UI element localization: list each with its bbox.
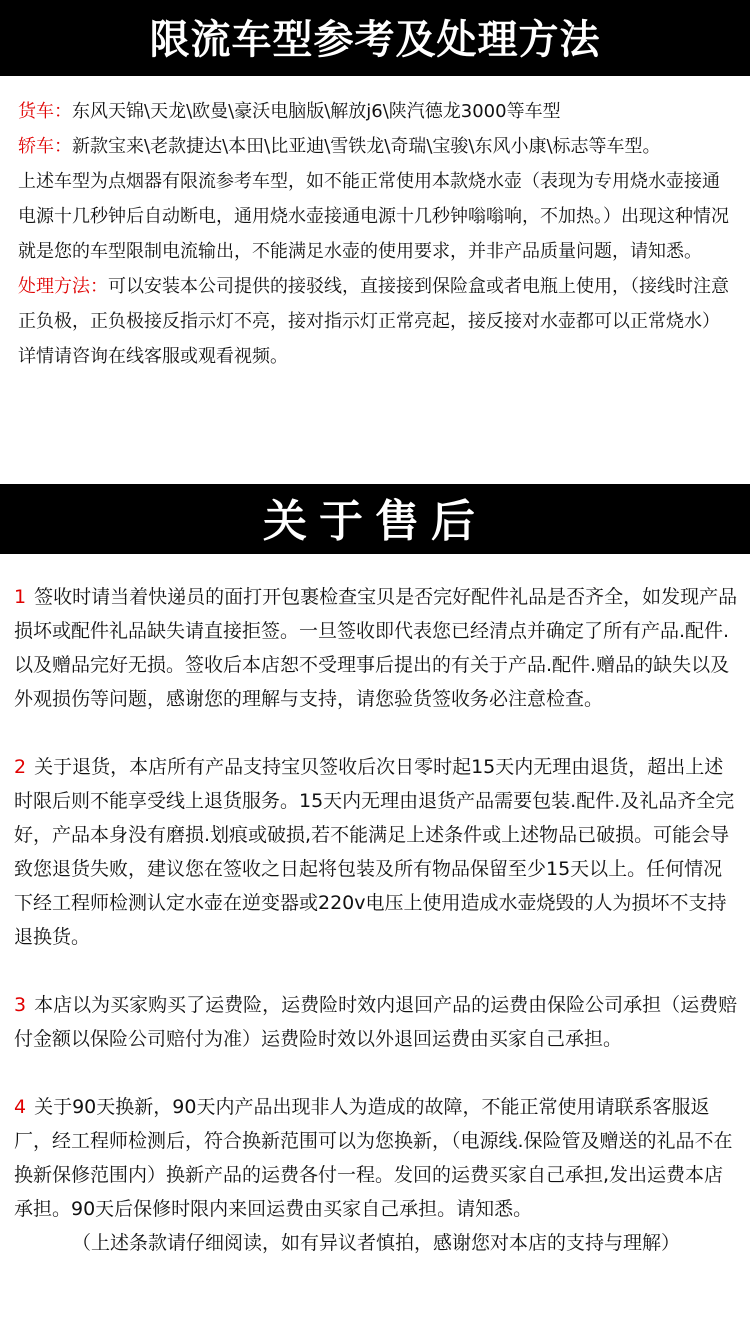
method-text: 可以安装本公司提供的接驳线，直接接到保险盒或者电瓶上使用，（接线时注意正负极，正负极接反指示灯不亮，接对指示灯正常亮起，接反接对水壶都可以正常烧水）详情请咨询在线客服或观看视频。 bbox=[18, 276, 729, 367]
aftersale-item bbox=[14, 750, 738, 954]
truck-label: 货车： bbox=[18, 101, 72, 122]
aftersale-section bbox=[14, 580, 738, 1294]
car-text: 新款宝来\老款捷达\本田\比亚迪\雪铁龙\奇瑞\宝骏\东风小康\标志等车型。 bbox=[72, 136, 661, 157]
limit-note: 上述车型为点烟器有限流参考车型，如不能正常使用本款烧水壶（表现为专用烧水壶接通电源十几秒钟后自动断电，通用烧水壶接通电源十几秒钟嗡嗡响，不加热。）出现这种情况就是您的车型限制电流输出，不能满足水壶的使用要求，并非产品质量问题，请知悉。 bbox=[18, 171, 729, 262]
aftersale-item bbox=[14, 988, 738, 1056]
method-label: 处理方法： bbox=[18, 276, 108, 297]
aftersale-item bbox=[14, 580, 738, 716]
limit-section bbox=[18, 94, 734, 374]
item-number: 2 bbox=[14, 756, 27, 778]
item-number: 3 bbox=[14, 994, 27, 1016]
item-text: 关于退货，本店所有产品支持宝贝签收后次日零时起15天内无理由退货，超出上述时限后则不能享受线上退货服务。15天内无理由退货产品需要包装.配件.及礼品齐全完好，产品本身没有磨损.划痕或破损,若不能满足上述条件或上述物品已破损。可能会导致您退货失败，建议您在签收之日起将包装及所有物品保留至少15天以上。任何情况下经工程师检测认定水壶在逆变器或220v电压上使用造成水壶烧毁的人为损坏不支持退换货。 bbox=[14, 756, 735, 948]
item-text: 本店以为买家购买了运费险，运费险时效内退回产品的运费由保险公司承担（运费赔付金额以保险公司赔付为准）运费险时效以外退回运费由买家自己承担。 bbox=[14, 994, 738, 1050]
method-line bbox=[18, 269, 734, 374]
section-title-aftersale: 关于售后 bbox=[0, 484, 750, 554]
item-number: 1 bbox=[14, 586, 27, 608]
item-text: 关于90天换新，90天内产品出现非人为造成的故障，不能正常使用请联系客服返厂，经工程师检测后，符合换新范围可以为您换新，（电源线.保险管及赠送的礼品不在换新保修范围内）换新产品的运费各付一程。发回的运费买家自己承担,发出运费本店承担。90天后保修时限内来回运费由买家自己承担。请知悉。 bbox=[14, 1096, 733, 1220]
item-number: 4 bbox=[14, 1096, 27, 1118]
truck-text: 东风天锦\天龙\欧曼\豪沃电脑版\解放j6\陕汽德龙3000等车型 bbox=[72, 101, 561, 122]
car-label: 轿车： bbox=[18, 136, 72, 157]
aftersale-item bbox=[14, 1090, 738, 1226]
section-title-limit: 限流车型参考及处理方法 bbox=[0, 0, 750, 76]
closing-note: （上述条款请仔细阅读，如有异议者慎拍，感谢您对本店的支持与理解） bbox=[71, 1232, 680, 1254]
car-line bbox=[18, 129, 734, 164]
truck-line bbox=[18, 94, 734, 129]
item-text: 签收时请当着快递员的面打开包裹检查宝贝是否完好配件礼品是否齐全，如发现产品损坏或配件礼品缺失请直接拒签。一旦签收即代表您已经清点并确定了所有产品.配件.以及赠品完好无损。签收后本店恕不受理事后提出的有关于产品.配件.赠品的缺失以及外观损伤等问题，感谢您的理解与支持，请您验货签收务必注意检查。 bbox=[14, 586, 738, 710]
